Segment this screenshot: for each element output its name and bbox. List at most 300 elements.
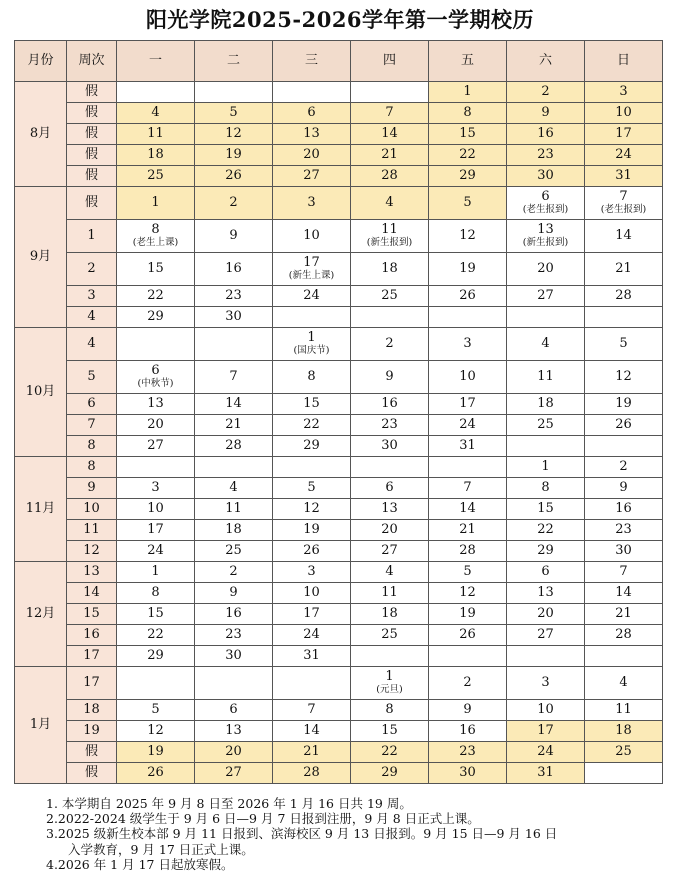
day-cell <box>117 478 195 499</box>
day-cell <box>507 103 585 124</box>
day-cell <box>585 625 663 646</box>
day-number: 29 <box>303 437 320 453</box>
day-number: 27 <box>225 764 242 780</box>
day-cell <box>507 436 585 457</box>
header-wed: 三 <box>273 41 351 82</box>
day-cell <box>507 583 585 604</box>
table-row <box>15 721 663 742</box>
month-label: 1月 <box>15 667 67 784</box>
day-number: 29 <box>459 167 476 183</box>
day-cell <box>117 415 195 436</box>
day-number: 3 <box>307 563 316 579</box>
day-cell <box>507 721 585 742</box>
day-cell <box>585 103 663 124</box>
day-cell <box>195 82 273 103</box>
day-number: 7 <box>385 104 394 120</box>
day-number: 10 <box>303 584 320 600</box>
week-number: 8 <box>67 457 117 478</box>
day-cell <box>195 145 273 166</box>
day-cell <box>117 166 195 187</box>
day-cell <box>195 394 273 415</box>
table-row <box>15 253 663 286</box>
note-3: 3.2025 级新生校本部 9 月 11 日报到、滨海校区 9 月 13 日报到。9 月 15 日—9 月 16 日 <box>46 826 558 842</box>
day-number: 19 <box>225 146 242 162</box>
day-cell <box>351 541 429 562</box>
day-number: 6 <box>385 479 394 495</box>
day-note: (新生报到) <box>522 237 569 249</box>
day-cell <box>585 166 663 187</box>
day-number: 28 <box>459 542 476 558</box>
day-cell <box>507 700 585 721</box>
day-number: 13 <box>381 500 398 516</box>
day-number: 4 <box>619 674 628 690</box>
week-number: 4 <box>67 307 117 328</box>
day-number: 15 <box>147 605 164 621</box>
day-number: 17 <box>303 605 320 621</box>
week-number: 假 <box>67 742 117 763</box>
day-number: 21 <box>615 605 632 621</box>
day-number: 18 <box>225 521 242 537</box>
day-cell <box>585 604 663 625</box>
day-number: 16 <box>459 722 476 738</box>
day-number: 26 <box>303 542 320 558</box>
day-cell <box>273 415 351 436</box>
day-number: 27 <box>303 167 320 183</box>
calendar-table <box>14 40 663 784</box>
day-number: 15 <box>537 500 554 516</box>
day-cell <box>117 625 195 646</box>
day-number: 8 <box>307 368 316 384</box>
day-number: 11 <box>615 701 632 717</box>
day-cell <box>273 721 351 742</box>
day-cell <box>117 436 195 457</box>
day-number: 1 <box>307 330 316 346</box>
day-cell <box>117 742 195 763</box>
table-row <box>15 361 663 394</box>
day-number: 10 <box>615 104 632 120</box>
day-number: 31 <box>537 764 554 780</box>
day-number: 9 <box>229 584 238 600</box>
day-cell <box>429 415 507 436</box>
day-number: 15 <box>303 395 320 411</box>
day-number: 24 <box>147 542 164 558</box>
day-cell <box>117 604 195 625</box>
day-cell <box>585 667 663 700</box>
day-number: 27 <box>537 287 554 303</box>
day-number: 14 <box>615 227 632 243</box>
day-cell <box>351 145 429 166</box>
day-number: 2 <box>541 83 550 99</box>
day-cell <box>429 394 507 415</box>
day-cell <box>507 499 585 520</box>
day-cell <box>117 103 195 124</box>
day-number: 3 <box>307 194 316 210</box>
day-cell <box>351 394 429 415</box>
table-row <box>15 763 663 784</box>
table-row <box>15 145 663 166</box>
day-number: 9 <box>385 368 394 384</box>
week-number: 12 <box>67 541 117 562</box>
day-cell <box>195 253 273 286</box>
day-cell <box>273 436 351 457</box>
header-month: 月份 <box>15 41 67 82</box>
day-cell <box>585 124 663 145</box>
day-number: 11 <box>225 500 242 516</box>
day-number: 1 <box>541 458 550 474</box>
day-cell <box>585 415 663 436</box>
day-number: 6 <box>151 363 160 379</box>
day-cell <box>429 742 507 763</box>
header-sat: 六 <box>507 41 585 82</box>
day-cell <box>195 742 273 763</box>
day-cell <box>273 742 351 763</box>
table-row <box>15 457 663 478</box>
day-cell <box>273 541 351 562</box>
day-number: 5 <box>619 335 628 351</box>
day-number: 25 <box>381 626 398 642</box>
week-number: 假 <box>67 145 117 166</box>
week-number: 假 <box>67 763 117 784</box>
day-cell <box>351 286 429 307</box>
day-number: 9 <box>619 479 628 495</box>
day-number: 30 <box>225 308 242 324</box>
day-cell <box>585 742 663 763</box>
day-cell <box>351 742 429 763</box>
day-number: 10 <box>147 500 164 516</box>
day-cell <box>351 253 429 286</box>
table-row <box>15 667 663 700</box>
day-number: 7 <box>619 563 628 579</box>
day-number: 30 <box>615 542 632 558</box>
day-number: 8 <box>151 222 160 238</box>
day-cell <box>585 145 663 166</box>
day-cell <box>507 220 585 253</box>
day-cell <box>585 220 663 253</box>
day-cell <box>351 187 429 220</box>
day-cell <box>507 646 585 667</box>
day-number: 19 <box>615 395 632 411</box>
day-number: 25 <box>537 416 554 432</box>
day-number: 4 <box>541 335 550 351</box>
note-2: 2.2022-2024 级学生于 9 月 6 日—9 月 7 日报到注册，9 月 8 日正式上课。 <box>46 811 480 827</box>
day-cell <box>273 763 351 784</box>
day-number: 21 <box>225 416 242 432</box>
table-row <box>15 307 663 328</box>
day-number: 26 <box>147 764 164 780</box>
day-cell <box>507 124 585 145</box>
day-number: 13 <box>537 222 554 238</box>
day-number: 9 <box>229 227 238 243</box>
table-row <box>15 742 663 763</box>
day-note: (老生上课) <box>132 237 179 249</box>
day-note: (老生报到) <box>600 204 647 216</box>
day-cell <box>351 700 429 721</box>
day-number: 13 <box>303 125 320 141</box>
day-number: 15 <box>147 260 164 276</box>
day-cell <box>585 457 663 478</box>
day-cell <box>117 763 195 784</box>
day-cell <box>195 520 273 541</box>
week-number: 1 <box>67 220 117 253</box>
day-number: 31 <box>615 167 632 183</box>
day-number: 16 <box>381 395 398 411</box>
day-number: 4 <box>229 479 238 495</box>
day-note: (老生报到) <box>522 204 569 216</box>
week-number: 17 <box>67 667 117 700</box>
day-number: 30 <box>225 647 242 663</box>
day-number: 11 <box>147 125 164 141</box>
day-number: 12 <box>147 722 164 738</box>
day-cell <box>429 541 507 562</box>
day-note: (新生报到) <box>366 237 413 249</box>
day-cell <box>429 478 507 499</box>
day-cell <box>273 253 351 286</box>
day-cell <box>507 145 585 166</box>
day-cell <box>117 520 195 541</box>
day-cell <box>585 328 663 361</box>
day-number: 6 <box>541 563 550 579</box>
day-cell <box>117 667 195 700</box>
day-cell <box>585 499 663 520</box>
day-cell <box>351 328 429 361</box>
day-cell <box>273 361 351 394</box>
day-cell <box>351 478 429 499</box>
day-number: 5 <box>229 104 238 120</box>
day-number: 17 <box>537 722 554 738</box>
day-number: 12 <box>615 368 632 384</box>
day-cell <box>273 166 351 187</box>
day-cell <box>585 562 663 583</box>
day-cell <box>351 763 429 784</box>
day-cell <box>273 478 351 499</box>
day-number: 20 <box>303 146 320 162</box>
day-number: 13 <box>225 722 242 738</box>
day-cell <box>273 286 351 307</box>
day-number: 24 <box>615 146 632 162</box>
month-label: 11月 <box>15 457 67 562</box>
header-thu: 四 <box>351 41 429 82</box>
table-row <box>15 394 663 415</box>
day-number: 5 <box>151 701 160 717</box>
day-cell <box>273 307 351 328</box>
day-number: 4 <box>385 563 394 579</box>
day-cell <box>117 286 195 307</box>
day-number: 1 <box>463 83 472 99</box>
table-row <box>15 436 663 457</box>
day-number: 24 <box>303 626 320 642</box>
day-number: 25 <box>225 542 242 558</box>
day-cell <box>585 541 663 562</box>
day-cell <box>507 520 585 541</box>
day-number: 21 <box>381 146 398 162</box>
week-number: 6 <box>67 394 117 415</box>
week-number: 14 <box>67 583 117 604</box>
day-number: 19 <box>147 743 164 759</box>
day-number: 20 <box>381 521 398 537</box>
header-week: 周次 <box>67 41 117 82</box>
table-row <box>15 520 663 541</box>
header-tue: 二 <box>195 41 273 82</box>
day-number: 3 <box>463 335 472 351</box>
day-cell <box>585 187 663 220</box>
table-row <box>15 166 663 187</box>
day-number: 18 <box>147 146 164 162</box>
day-cell <box>507 328 585 361</box>
week-number: 假 <box>67 103 117 124</box>
day-cell <box>195 307 273 328</box>
day-number: 22 <box>381 743 398 759</box>
day-number: 29 <box>147 308 164 324</box>
header-fri: 五 <box>429 41 507 82</box>
day-cell <box>195 286 273 307</box>
day-number: 6 <box>307 104 316 120</box>
day-number: 29 <box>147 647 164 663</box>
day-cell <box>195 361 273 394</box>
day-number: 18 <box>381 605 398 621</box>
day-cell <box>351 166 429 187</box>
table-row <box>15 328 663 361</box>
day-cell <box>117 187 195 220</box>
day-cell <box>273 394 351 415</box>
table-row <box>15 499 663 520</box>
table-row <box>15 415 663 436</box>
day-cell <box>429 562 507 583</box>
day-number: 3 <box>619 83 628 99</box>
day-number: 8 <box>463 104 472 120</box>
table-row <box>15 583 663 604</box>
week-number: 假 <box>67 82 117 103</box>
day-cell <box>507 253 585 286</box>
day-cell <box>429 307 507 328</box>
week-number: 7 <box>67 415 117 436</box>
day-number: 3 <box>541 674 550 690</box>
day-cell <box>351 415 429 436</box>
header-mon: 一 <box>117 41 195 82</box>
day-cell <box>273 520 351 541</box>
day-note: (中秋节) <box>137 378 174 390</box>
day-cell <box>585 700 663 721</box>
day-number: 2 <box>385 335 394 351</box>
day-number: 14 <box>459 500 476 516</box>
day-cell <box>429 520 507 541</box>
day-number: 5 <box>463 563 472 579</box>
day-cell <box>429 82 507 103</box>
table-row <box>15 625 663 646</box>
day-cell <box>585 253 663 286</box>
day-number: 24 <box>459 416 476 432</box>
day-number: 18 <box>381 260 398 276</box>
day-number: 30 <box>459 764 476 780</box>
day-cell <box>429 457 507 478</box>
day-cell <box>195 220 273 253</box>
day-number: 1 <box>151 194 160 210</box>
day-cell <box>273 145 351 166</box>
day-cell <box>429 604 507 625</box>
week-number: 8 <box>67 436 117 457</box>
day-number: 21 <box>303 743 320 759</box>
month-label: 9月 <box>15 187 67 328</box>
day-number: 20 <box>537 260 554 276</box>
day-cell <box>507 763 585 784</box>
day-cell <box>117 646 195 667</box>
day-cell <box>117 124 195 145</box>
day-number: 9 <box>463 701 472 717</box>
day-cell <box>507 82 585 103</box>
day-number: 10 <box>303 227 320 243</box>
day-number: 16 <box>225 605 242 621</box>
day-cell <box>351 436 429 457</box>
day-cell <box>429 721 507 742</box>
day-cell <box>429 220 507 253</box>
day-cell <box>585 478 663 499</box>
day-cell <box>351 307 429 328</box>
day-number: 17 <box>459 395 476 411</box>
day-cell <box>429 187 507 220</box>
table-row <box>15 478 663 499</box>
day-cell <box>117 499 195 520</box>
table-row <box>15 646 663 667</box>
table-row <box>15 220 663 253</box>
day-cell <box>585 394 663 415</box>
week-number: 11 <box>67 520 117 541</box>
day-number: 4 <box>151 104 160 120</box>
day-number: 7 <box>229 368 238 384</box>
day-number: 3 <box>151 479 160 495</box>
table-row <box>15 103 663 124</box>
day-cell <box>507 361 585 394</box>
day-cell <box>585 583 663 604</box>
day-number: 26 <box>459 626 476 642</box>
day-cell <box>195 721 273 742</box>
day-cell <box>273 667 351 700</box>
day-number: 28 <box>615 626 632 642</box>
day-cell <box>429 328 507 361</box>
day-cell <box>351 220 429 253</box>
day-cell <box>507 166 585 187</box>
day-note: (元旦) <box>376 684 403 696</box>
day-number: 11 <box>537 368 554 384</box>
day-cell <box>117 457 195 478</box>
day-number: 26 <box>459 287 476 303</box>
day-cell <box>585 82 663 103</box>
day-cell <box>195 415 273 436</box>
week-number: 4 <box>67 328 117 361</box>
day-cell <box>195 541 273 562</box>
day-number: 20 <box>147 416 164 432</box>
day-cell <box>195 436 273 457</box>
day-cell <box>585 721 663 742</box>
table-row <box>15 187 663 220</box>
day-number: 2 <box>619 458 628 474</box>
day-cell <box>429 286 507 307</box>
note-3-cont: 入学教育，9 月 17 日正式上课。 <box>68 841 254 857</box>
day-number: 28 <box>303 764 320 780</box>
day-number: 2 <box>229 194 238 210</box>
week-number: 2 <box>67 253 117 286</box>
day-number: 22 <box>303 416 320 432</box>
day-number: 5 <box>307 479 316 495</box>
day-number: 15 <box>381 722 398 738</box>
day-cell <box>585 286 663 307</box>
day-number: 11 <box>381 222 398 238</box>
day-number: 14 <box>225 395 242 411</box>
day-cell <box>273 187 351 220</box>
day-cell <box>273 499 351 520</box>
day-number: 8 <box>151 584 160 600</box>
day-number: 12 <box>303 500 320 516</box>
day-number: 27 <box>537 626 554 642</box>
day-cell <box>507 541 585 562</box>
